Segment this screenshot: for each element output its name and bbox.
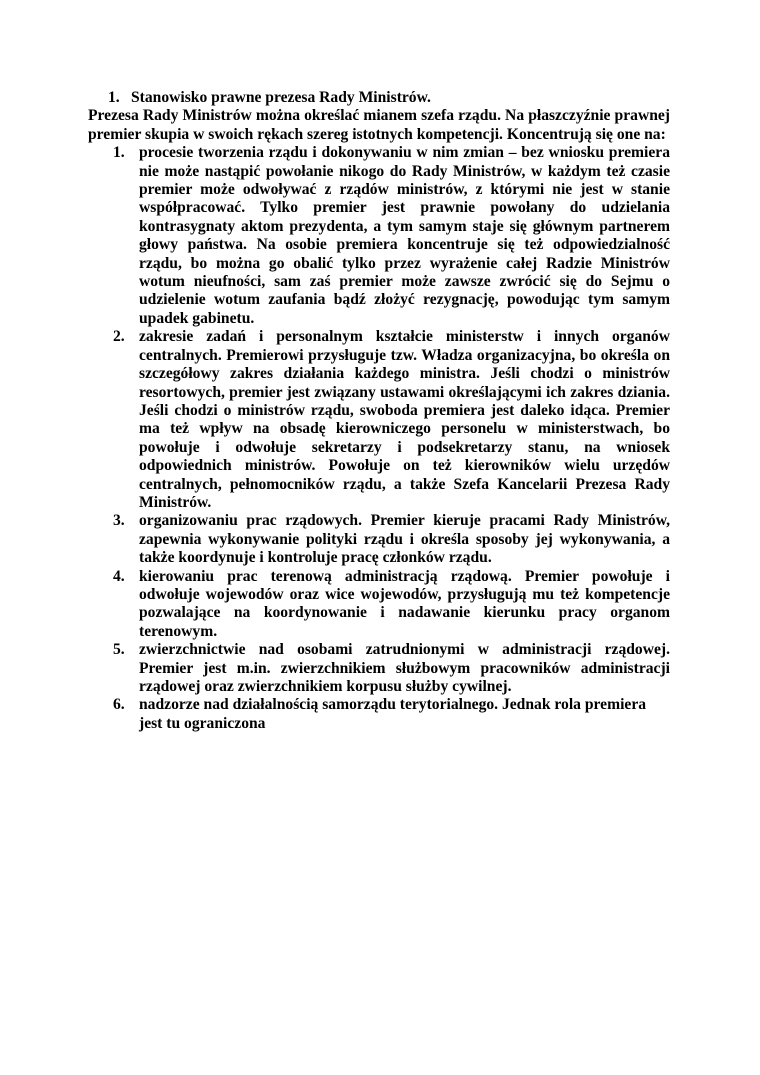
list-item-text: nadzorze nad działalnością samorządu terytorialnego. Jednak rola premiera jest tu ograniczona <box>139 696 647 732</box>
list-item-number: 1. <box>113 144 125 162</box>
competence-list <box>88 144 670 733</box>
list-item-number: 3. <box>113 512 125 530</box>
list-item-text: zwierzchnictwie nad osobami zatrudnionymi w administracji rządowej. Premier jest m.in. zwierzchnikiem służbowym pracowników administracji rządowej oraz zwierzchnikiem korpusu służby cywilnej. <box>139 641 670 695</box>
heading-number: 1. <box>108 89 120 106</box>
list-item-number: 4. <box>113 567 125 585</box>
list-item <box>88 144 670 328</box>
list-item-text: kierowaniu prac terenową administracją rządową. Premier powołuje i odwołuje wojewodów oraz wice wojewodów, przysługują mu też kompetencje pozwalające na koordynowanie i nadawanie kierunku pracy organom terenowym. <box>139 567 670 640</box>
list-item-number: 5. <box>113 641 125 659</box>
document-body <box>88 89 670 733</box>
list-item-text: organizowaniu prac rządowych. Premier kieruje pracami Rady Ministrów, zapewnia wykonywanie polityki rządu i określa sposoby jej wykonywania, a także koordynuje i kontroluje pracę członków rządu. <box>139 512 670 567</box>
list-item-text: zakresie zadań i personalnym kształcie ministerstw i innych organów centralnych. Premierowi przysługuje tzw. Władza organizacyjna, bo określa on szczegółowy zakres działania każdego ministra. Jeśli chodzi o ministrów resortowych, premier jest związany ustawami określającymi ich zakres dziania. Jeśli chodzi o ministrów rządu, swoboda premiera jest daleko idąca. Premier ma też wpływ na obsadę kierowniczego personelu w ministerstwach, bo powołuje i odwołuje sekretarzy i podsekretarzy stanu, na wniosek odpowiednich ministrów. Powołuje on też kierowników wielu urzędów centralnych, pełnomocników rządu, a także Szefa Kancelarii Prezesa Rady Ministrów. <box>139 328 670 511</box>
list-item <box>88 696 670 733</box>
list-item <box>88 568 670 642</box>
heading-text: Stanowisko prawne prezesa Rady Ministrów. <box>131 89 431 106</box>
list-item-text: procesie tworzenia rządu i dokonywaniu w nim zmian – bez wniosku premiera nie może nastąpić powołanie nikogo do Rady Ministrów, w każdym też czasie premier może odwoływać z rządów ministrów, z którymi nie jest w stanie współpracować. Tylko premier jest prawnie powołany do udzielania kontrasygnaty aktom prezydenta, a tym samym staje się głównym partnerem głowy państwa. Na osobie premiera koncentruje się też odpowiedzialność rządu, bo można go obalić tylko przez wyrażenie całej Radzie Ministrów wotum nieufności, sam zaś premier może zawsze zwrócić się do Sejmu o udzielenie wotum zaufania bądź złożyć rezygnację, powodując tym samym upadek gabinetu. <box>139 144 670 327</box>
list-item <box>88 641 670 696</box>
list-item-number: 2. <box>113 328 125 346</box>
list-item-number: 6. <box>113 696 125 714</box>
section-heading <box>108 89 670 107</box>
list-item <box>88 328 670 512</box>
list-item <box>88 512 670 567</box>
intro-paragraph: Prezesa Rady Ministrów można określać mianem szefa rządu. Na płaszczyźnie prawnej premier skupia w swoich rękach szereg istotnych kompetencji. Koncentrują się one na: <box>88 107 670 143</box>
